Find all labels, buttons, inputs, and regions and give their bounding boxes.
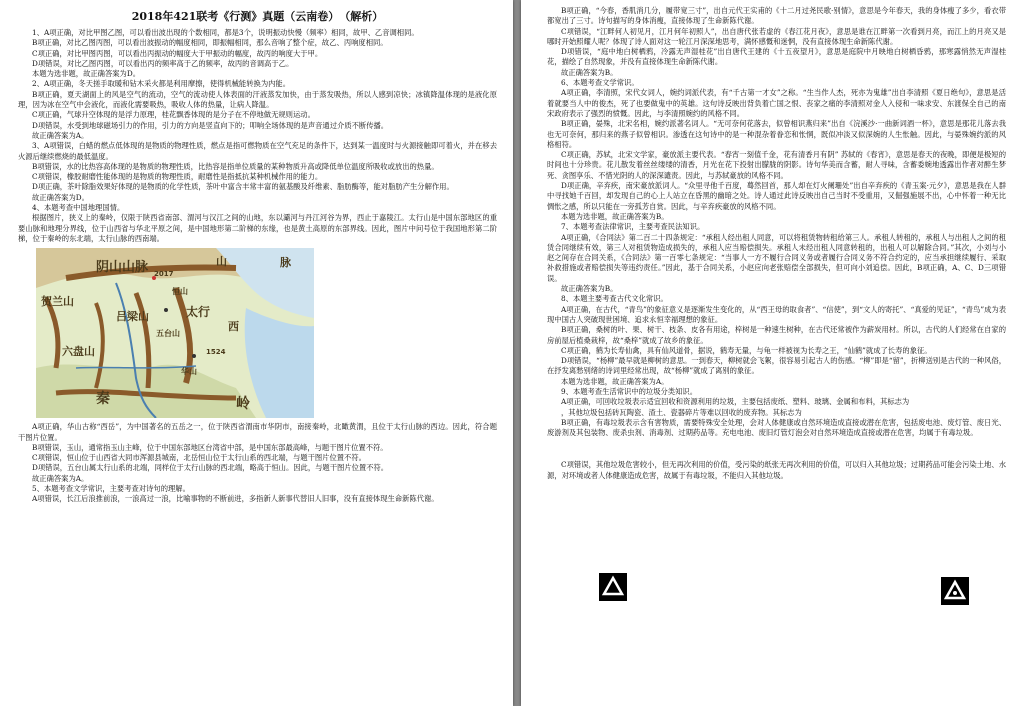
map-label-shan: 山 <box>216 255 227 269</box>
paragraph: 故正确答案为A。 <box>32 130 89 140</box>
paragraph: 2、A项正确，冬天搓手取暖和钻木采火都是利用摩擦，使得机械能转换为内能。 <box>32 79 291 89</box>
paragraph: B项错误，玉山，通常指玉山主峰，位于中国东部地区台湾省中部，是中国东部最高峰，与题干图片位置不符。 <box>32 442 388 452</box>
paragraph: C项错误，恒山位于山西省大同市浑源县城南，北岳恒山位于太行山系的西北端，与题干图片位置不符。 <box>32 453 366 463</box>
paragraph: B项正确，夏天湖面上的风是空气的流动，空气的流动使人体表面的汗液蒸发加快，由于蒸发吸热，所以人感到凉快；冰镇降温体现的是液化原理，因为冰在空气中会液化，而液化需要吸热，吸收人体的热量，让病人降温。 <box>18 89 497 110</box>
paragraph: 本题为选非题，故正确答案为D。 <box>32 69 141 79</box>
paragraph: 4、本题考查中国地理国情。 <box>32 203 125 213</box>
paragraph: A项正确，可回收垃圾表示适宜回收和资源利用的垃圾，主要包括废纸、塑料、玻璃、金属和布料，其标志为 <box>561 397 910 407</box>
other-waste-icon <box>941 577 969 605</box>
map-label-yinshan: 阴山山脉 <box>96 260 149 276</box>
paragraph: 故正确答案为B。 <box>561 67 618 77</box>
map-label-liupan: 六盘山 <box>62 345 95 359</box>
paragraph: A项正确，在古代，“青鸟”的象征意义是逐渐发生变化的，从“西王母的取食者”、“信使”，到“文人的寄托”、“真爱的见证”，“青鸟”成为表现中国古人突破现世困境、追求永恒幸福理想的象征。 <box>547 304 1006 324</box>
map-label-mai: 脉 <box>280 256 291 270</box>
paragraph: 6、本题考查文学常识。 <box>561 78 639 88</box>
paragraph: 故正确答案为D。 <box>32 192 89 202</box>
paragraph: 8、本题主要考查古代文化常识。 <box>561 294 668 304</box>
paragraph: D项正确，辛弃疾，南宋豪放派词人。“众里寻他千百度，蓦然回首，那人却在灯火阑珊处”出自辛弃疾的《青玉案·元夕》，意思是我在人群中寻找她千百回，却发现自己的心上人站立在昏黑的幽暗之处。诗人通过此诗反映出自己当时不受重用，又倔强施展不出，心中怀着一种无比惆怅之感，所以只能在一旁孤芳自赏。因此，与辛弃疾豪放的风格不同。 <box>547 181 1006 211</box>
paragraph: 根据图片，狭义上的秦岭，仅限于陕西省南部、渭河与汉江之间的山地，东以灞河与丹江河谷为界，西止于嘉陵江。太行山是中国东部地区的重要山脉和地理分界线，位于山西省与华北平原之间，是中国地形第二阶梯的东缘，也是黄土高原的东部界线。因此，图片中问号位于我国地形第二阶梯，位于秦岭的东北端，太行山脉的西南端。 <box>18 213 497 243</box>
paragraph: B项正确，桑树的叶、果、树干、枝条、皮各有用途，梓树是一种速生树种，在古代还常被作为薪炭用材。所以，古代的人们经常在自家的房前屋后植桑栽梓，故“桑梓”就成了故乡的象征。 <box>547 325 1006 345</box>
map-label-1524: 1524 <box>206 348 226 357</box>
paragraph: 故正确答案为B。 <box>561 284 618 294</box>
map-label-lvliang: 吕梁山 <box>116 310 149 324</box>
paragraph: 本题为选非题，故正确答案为A。 <box>561 376 669 386</box>
map-label-2017: 2017 <box>154 270 174 279</box>
terrain-map-image <box>36 248 314 418</box>
paragraph: 9、本题考查生活常识中的垃圾分类知识。 <box>561 386 697 396</box>
paragraph: 本题为选非题，故正确答案为B。 <box>561 211 669 221</box>
paragraph: B项错误，水的比热容高体现的是物质的物理性质，比热容是指单位质量的某种物质升高或降低单位温度所吸收或放出的热量。 <box>32 161 439 171</box>
paragraph: A项正确，李清照，宋代女词人，婉约词派代表，有“千古第一才女”之称。“生当作人杰，死亦为鬼雄”出自李清照《夏日绝句》，意思是活着就要当人中的俊杰，死了也要做鬼中的英雄。这句诗反映出背负着亡国之恨、丧家之痛的李清照对金人入侵和一味求安、东渡保全自己的南宋政府表示了强烈的愤慨。因此，与李清照婉约的风格不同。 <box>547 88 1006 118</box>
paragraph: D项错误，“庭中地白树栖鸦，冷露无声湿桂花”出自唐代王建的《十五夜望月》，意思是庭院中月映地白树栖昏鸦，那寒露悄然无声湿桂花，描绘了自然现象，并没有直接体现生命新陈代谢。 <box>547 47 1006 67</box>
paragraph: C项正确，苏轼，北宋文学家，豪放派主要代表。“春宵一刻值千金，花有清香月有阴” 苏轼的《春宵》，意思是春天的夜晚，即便是极短的时间也十分珍贵。花儿散发着丝丝缕缕的清香，月光在花下投射出朦胧的阴影。诗句华美而含蓄，耐人寻味，含蓄委婉地透露出作者对醉生梦死、贪图享乐、不惜光阴的人的深深谴责。因此，与苏轼豪放的风格不同。 <box>547 150 1006 180</box>
paragraph: B项正确，有毒垃圾表示含有害物质，需要特殊安全处理，会对人体健康或自然环境造成直接或潜在危害，包括废电池、废灯管、废日光、废游剂及其包装物、废杀虫剂、消毒剂、过期药品等。充电电池、废旧灯管灯泡会对自然环境造成直接或潜在危害，均属于有毒垃圾。 <box>547 417 1006 438</box>
paragraph: C项正确，对比甲图丙图，可以看出丙振动的幅度大于甲振动的幅度，故丙的响度大于甲。 <box>32 48 323 58</box>
paragraph: B项正确，“今春，香肌消几分，履带宽三寸”，出自元代王实甫的《十二月过尧民歌·别情》，意思是今年春天，我的身体瘦了多少，看衣带都宽出了三寸。诗句描写的身体消瘦，直接体现了生命新陈代谢。 <box>547 6 1006 26</box>
paragraph: ，其他垃圾包括砖瓦陶瓷、渣土、瓷器碎片等难以回收的废弃物。其标志为 <box>561 407 802 417</box>
paragraph: C项错误，其他垃圾危害较小，但无再次利用的价值，受污染的纸张无再次利用的价值，可以归入其他垃圾；过期药品可能会污染土地、水源，对环境或者人体健康造成危害，故属于有毒垃圾，不能归入其他垃圾。 <box>547 460 1006 480</box>
paragraph: C项错误，橡胶耐磨性能体现的是物质的物理性质，耐磨性是指抵抗某种机械作用的能力。 <box>32 172 323 182</box>
map-label-wutai: 五台山 <box>156 329 180 339</box>
paragraph: 1、A项正确，对比甲图乙图，可以看出波出现的个数相同，都是3个，说明振动快慢（频率）相同，故甲、乙音调相同。 <box>32 28 419 37</box>
paragraph: 故正确答案为A。 <box>32 473 89 483</box>
paragraph: D项错误，水受到地球磁场引力的作用，引力的方向是竖直向下的；叩响全场体现的是声音通过介质不断传播。 <box>32 120 389 130</box>
paragraph: A项正确，《合同法》第二百二十四条规定：“承租人经出租人同意，可以将租赁物转租给第三人。承租人转租的，承租人与出租人之间的租赁合同继续有效，第三人对租赁物造成损失的，承租人应当赔偿损失。承租人未经出租人同意转租的，出租人可以解除合同。”其次，小刘与小赵之间存在合同关系，《合同法》第一百零七条规定：“当事人一方不履行合同义务或者履行合同义务不符合约定的，应当承担继续履行、采取补救措施或者赔偿损失等违约责任。”因此，基于合同关系，小赵应向老张赔偿全部损失，但可向小刘追偿。因此，B项正确，A、C、D三项错误。 <box>547 232 1006 283</box>
paragraph: 7、本题考查法律常识，主要考查民法知识。 <box>561 222 705 232</box>
paragraph: 3、A项错误，白蜡的燃点低体现的是物质的物理性质，燃点是指可燃物质在空气充足的条件下，达到某一温度时与火源接触即可着火，并在移去火源后继续燃烧的最低温度。 <box>18 141 497 161</box>
paragraph: C项正确，气球升空体现的是浮力原理，桂花飘香体现的是分子在不停地做无规则运动。 <box>32 110 315 120</box>
map-label-qin: 秦 <box>96 391 110 408</box>
map-label-ling: 岭 <box>236 396 250 413</box>
paragraph: D项错误，五台山属太行山系的北端，同样位于太行山脉的西北端，略高于恒山。因此，与题干图片位置不符。 <box>32 463 389 473</box>
map-label-taihang: 太行 <box>186 305 211 320</box>
paragraph: B项正确，晏殊，北宋名相，婉约派著名词人。“无可奈何花落去，似曾相识燕归来”出自《浣溪沙·一曲新词酒一杯》，意思是那花儿落去我也无可奈何，那归来的燕子似曾相识。渗透在这句诗中的是一种混杂着眷恋和怅惘，既似冲淡又似深婉的人生怅触。因此，与晏殊婉约派的风格相符。 <box>547 119 1006 149</box>
paragraph: D项错误，“杨柳”最早就是柳树的意思。一到春天，柳树就会飞絮，很容易引起古人的伤感。“柳”即是“留”，折柳送别是古代的一种风俗，在抒发离愁别绪的诗词里经常出现，故“杨柳”就成了离别的象征。 <box>547 356 1006 376</box>
paragraph: A项错误，长江后浪推前浪，一浪高过一浪，比喻事物的不断前进，多指新人新事代替旧人旧事，没有直接体现生命新陈代谢。 <box>32 494 439 504</box>
recyclable-icon <box>599 573 627 601</box>
paragraph: C项正确，鹤为长寿仙禽，具有仙风道骨，据说，鹤寿无量，与龟一样被视为长寿之王，“仙鹤”就成了长寿的象征。 <box>561 345 932 355</box>
paragraph: D项错误，对比乙图丙图，可以看出丙的频率高于乙的频率，故丙的音调高于乙。 <box>32 58 294 68</box>
paragraph: 5、本题考查文学常识，主要考查对诗句的理解。 <box>32 484 190 494</box>
document-title: 2018年421联考《行测》真题（云南卷） （解析） <box>131 10 384 23</box>
map-label-heng: 恒山 <box>172 287 188 297</box>
map-label-helan: 贺兰山 <box>41 295 74 309</box>
map-label-xi: 西 <box>228 320 239 334</box>
map-label-hua: 华山 <box>181 367 197 377</box>
paragraph: D项正确，茶叶除脂效果好体现的是物质的化学性质，茶叶中富含丰常丰富的氨基酸及纤维素、脂肪酶等，能对脂肪产生分解作用。 <box>32 182 454 192</box>
paragraph: C项错误，“江畔何人初见月，江月何年初照人”，出自唐代张若虚的《春江花月夜》，意思是谁在江畔第一次看到月亮，而江上的月亮又是哪时开始照耀人呢？体现了诗人面对这一轮江月深深地思考，满怀感慨和迷惘，没有直接体现生命新陈代谢。 <box>547 26 1006 46</box>
paragraph: B项正确，对比乙图丙图，可以看出波振动的幅度相同，即振幅相同，那么音响了整个症，故乙、丙响度相同。 <box>32 38 388 48</box>
right-page <box>521 0 1024 706</box>
paragraph: A项正确，华山古称“西岳”，为中国著名的五岳之一，位于陕西省渭南市华阴市，南接秦岭，北瞰黄渭，且位于太行山脉的西边。因此，符合题干图片位置。 <box>18 422 497 442</box>
